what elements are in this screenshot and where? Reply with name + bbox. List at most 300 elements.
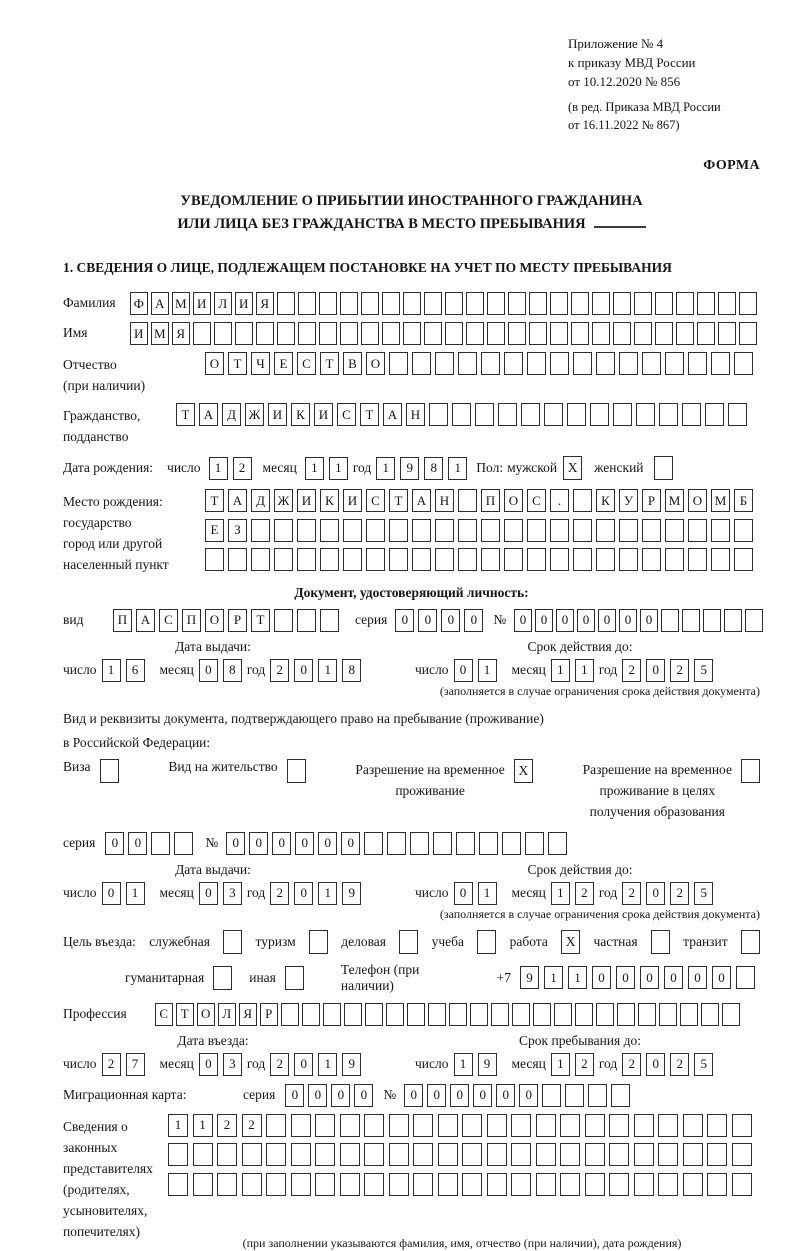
char-box[interactable]: 1 [126, 882, 145, 905]
char-box[interactable]: 0 [454, 882, 473, 905]
char-box[interactable] [413, 1173, 433, 1196]
char-box[interactable] [343, 548, 362, 571]
char-box[interactable]: 0 [199, 659, 218, 682]
char-box[interactable] [320, 548, 339, 571]
char-box[interactable]: 9 [342, 882, 361, 905]
char-box[interactable]: 1 [551, 882, 570, 905]
char-box[interactable]: П [113, 609, 132, 632]
char-box[interactable]: К [291, 403, 310, 426]
purpose-opt3-checkbox[interactable] [399, 930, 418, 954]
char-box[interactable] [634, 322, 652, 345]
char-box[interactable]: 0 [616, 966, 635, 989]
char-box[interactable] [571, 322, 589, 345]
char-box[interactable]: 2 [242, 1114, 262, 1137]
char-box[interactable]: 1 [376, 457, 395, 480]
char-box[interactable] [736, 966, 755, 989]
char-box[interactable]: 3 [223, 882, 242, 905]
char-box[interactable] [508, 292, 526, 315]
char-box[interactable] [466, 292, 484, 315]
char-box[interactable]: 0 [294, 882, 313, 905]
char-box[interactable] [274, 519, 293, 542]
char-box[interactable] [554, 1003, 572, 1026]
char-box[interactable]: Д [251, 489, 270, 512]
char-box[interactable]: Е [205, 519, 224, 542]
char-box[interactable]: . [550, 489, 569, 512]
char-box[interactable] [151, 832, 170, 855]
purpose-opt2-checkbox[interactable] [309, 930, 328, 954]
char-box[interactable] [389, 352, 408, 375]
purpose-opt1-checkbox[interactable] [223, 930, 242, 954]
char-box[interactable] [315, 1114, 335, 1137]
char-box[interactable] [435, 519, 454, 542]
char-box[interactable] [550, 548, 569, 571]
char-box[interactable]: 0 [294, 1053, 313, 1076]
char-box[interactable] [458, 352, 477, 375]
char-box[interactable] [487, 322, 505, 345]
char-box[interactable] [636, 403, 655, 426]
char-box[interactable]: 0 [712, 966, 731, 989]
char-box[interactable]: Т [176, 1003, 194, 1026]
char-box[interactable] [609, 1114, 629, 1137]
char-box[interactable]: П [481, 489, 500, 512]
char-box[interactable]: Я [256, 292, 274, 315]
char-box[interactable] [688, 548, 707, 571]
char-box[interactable] [502, 832, 521, 855]
char-box[interactable]: И [235, 292, 253, 315]
char-box[interactable]: 0 [308, 1084, 327, 1107]
char-box[interactable] [412, 352, 431, 375]
purpose-opt8-checkbox[interactable] [213, 966, 232, 990]
char-box[interactable] [550, 322, 568, 345]
char-box[interactable] [386, 1003, 404, 1026]
char-box[interactable]: Ф [130, 292, 148, 315]
char-box[interactable]: Т [389, 489, 408, 512]
char-box[interactable] [449, 1003, 467, 1026]
char-box[interactable] [739, 292, 757, 315]
char-box[interactable] [588, 1084, 607, 1107]
char-box[interactable] [642, 548, 661, 571]
char-box[interactable] [481, 352, 500, 375]
char-box[interactable]: Т [251, 609, 270, 632]
char-box[interactable] [242, 1173, 262, 1196]
char-box[interactable]: У [619, 489, 638, 512]
char-box[interactable]: М [665, 489, 684, 512]
char-box[interactable] [382, 322, 400, 345]
char-box[interactable] [542, 1084, 561, 1107]
char-box[interactable] [344, 1003, 362, 1026]
purpose-opt6-checkbox[interactable] [651, 930, 670, 954]
char-box[interactable]: 0 [577, 609, 595, 632]
char-box[interactable] [585, 1114, 605, 1137]
char-box[interactable] [571, 292, 589, 315]
char-box[interactable]: 9 [520, 966, 539, 989]
char-box[interactable] [364, 1114, 384, 1137]
char-box[interactable]: 2 [622, 659, 641, 682]
char-box[interactable] [592, 292, 610, 315]
char-box[interactable] [452, 403, 471, 426]
char-box[interactable] [697, 292, 715, 315]
char-box[interactable] [266, 1114, 286, 1137]
char-box[interactable] [481, 548, 500, 571]
char-box[interactable] [266, 1173, 286, 1196]
char-box[interactable] [340, 1114, 360, 1137]
char-box[interactable]: И [130, 322, 148, 345]
char-box[interactable] [676, 322, 694, 345]
char-box[interactable] [707, 1173, 727, 1196]
char-box[interactable] [361, 322, 379, 345]
char-box[interactable] [550, 292, 568, 315]
char-box[interactable]: 1 [102, 659, 121, 682]
char-box[interactable] [613, 403, 632, 426]
char-box[interactable]: Р [642, 489, 661, 512]
char-box[interactable] [382, 292, 400, 315]
char-box[interactable]: Р [260, 1003, 278, 1026]
char-box[interactable] [665, 352, 684, 375]
char-box[interactable]: 1 [568, 966, 587, 989]
char-box[interactable]: С [297, 352, 316, 375]
char-box[interactable]: С [155, 1003, 173, 1026]
char-box[interactable] [548, 832, 567, 855]
char-box[interactable]: 9 [478, 1053, 497, 1076]
visa-checkbox[interactable] [100, 759, 119, 783]
char-box[interactable] [658, 1114, 678, 1137]
char-box[interactable]: А [228, 489, 247, 512]
char-box[interactable] [462, 1114, 482, 1137]
char-box[interactable]: 1 [318, 882, 337, 905]
char-box[interactable] [659, 403, 678, 426]
char-box[interactable] [611, 1084, 630, 1107]
char-box[interactable] [680, 1003, 698, 1026]
char-box[interactable] [297, 609, 316, 632]
char-box[interactable] [529, 322, 547, 345]
char-box[interactable]: 0 [496, 1084, 515, 1107]
char-box[interactable]: 0 [199, 1053, 218, 1076]
rvpo-checkbox[interactable] [741, 759, 760, 783]
char-box[interactable] [320, 519, 339, 542]
char-box[interactable] [550, 519, 569, 542]
char-box[interactable] [739, 322, 757, 345]
char-box[interactable] [638, 1003, 656, 1026]
char-box[interactable] [366, 548, 385, 571]
char-box[interactable]: 0 [519, 1084, 538, 1107]
char-box[interactable]: 0 [598, 609, 616, 632]
char-box[interactable] [504, 352, 523, 375]
char-box[interactable] [168, 1173, 188, 1196]
char-box[interactable] [438, 1114, 458, 1137]
char-box[interactable]: 1 [329, 457, 348, 480]
char-box[interactable] [567, 403, 586, 426]
rvp-checkbox[interactable]: X [514, 759, 533, 783]
char-box[interactable] [193, 322, 211, 345]
char-box[interactable] [319, 292, 337, 315]
char-box[interactable] [298, 322, 316, 345]
char-box[interactable] [302, 1003, 320, 1026]
char-box[interactable]: 1 [448, 457, 467, 480]
char-box[interactable] [412, 548, 431, 571]
char-box[interactable]: 1 [318, 1053, 337, 1076]
char-box[interactable] [297, 519, 316, 542]
char-box[interactable]: 8 [424, 457, 443, 480]
char-box[interactable] [433, 832, 452, 855]
char-box[interactable]: И [268, 403, 287, 426]
char-box[interactable]: 0 [619, 609, 637, 632]
char-box[interactable]: А [383, 403, 402, 426]
char-box[interactable] [573, 489, 592, 512]
char-box[interactable] [590, 403, 609, 426]
char-box[interactable] [435, 548, 454, 571]
char-box[interactable] [701, 1003, 719, 1026]
char-box[interactable]: О [688, 489, 707, 512]
char-box[interactable] [619, 352, 638, 375]
sex-male-checkbox[interactable]: X [563, 456, 582, 480]
char-box[interactable]: Д [222, 403, 241, 426]
char-box[interactable] [340, 292, 358, 315]
char-box[interactable] [470, 1003, 488, 1026]
char-box[interactable] [319, 322, 337, 345]
char-box[interactable] [658, 1173, 678, 1196]
char-box[interactable] [659, 1003, 677, 1026]
char-box[interactable] [544, 403, 563, 426]
char-box[interactable] [536, 1173, 556, 1196]
char-box[interactable] [251, 519, 270, 542]
char-box[interactable] [707, 1114, 727, 1137]
char-box[interactable]: М [151, 322, 169, 345]
char-box[interactable]: 0 [102, 882, 121, 905]
char-box[interactable] [389, 519, 408, 542]
char-box[interactable]: 1 [551, 659, 570, 682]
sex-female-checkbox[interactable] [654, 456, 673, 480]
char-box[interactable]: 0 [128, 832, 147, 855]
char-box[interactable] [205, 548, 224, 571]
char-box[interactable]: П [182, 609, 201, 632]
char-box[interactable]: 1 [193, 1114, 213, 1137]
char-box[interactable] [458, 548, 477, 571]
char-box[interactable]: 1 [454, 1053, 473, 1076]
char-box[interactable] [340, 1173, 360, 1196]
char-box[interactable]: 0 [404, 1084, 423, 1107]
char-box[interactable] [256, 322, 274, 345]
char-box[interactable] [389, 1173, 409, 1196]
char-box[interactable]: 0 [272, 832, 291, 855]
char-box[interactable]: 1 [575, 659, 594, 682]
char-box[interactable] [435, 352, 454, 375]
char-box[interactable] [655, 292, 673, 315]
char-box[interactable]: О [205, 609, 224, 632]
char-box[interactable] [277, 322, 295, 345]
char-box[interactable]: 1 [478, 659, 497, 682]
char-box[interactable]: О [504, 489, 523, 512]
char-box[interactable]: 0 [418, 609, 437, 632]
char-box[interactable] [529, 292, 547, 315]
char-box[interactable]: 1 [478, 882, 497, 905]
char-box[interactable]: Н [435, 489, 454, 512]
char-box[interactable] [343, 519, 362, 542]
char-box[interactable] [498, 403, 517, 426]
char-box[interactable]: 0 [295, 832, 314, 855]
char-box[interactable] [297, 548, 316, 571]
char-box[interactable]: 0 [592, 966, 611, 989]
char-box[interactable] [634, 292, 652, 315]
char-box[interactable] [407, 1003, 425, 1026]
char-box[interactable] [217, 1173, 237, 1196]
char-box[interactable]: К [596, 489, 615, 512]
char-box[interactable]: Л [218, 1003, 236, 1026]
char-box[interactable] [592, 322, 610, 345]
char-box[interactable]: С [337, 403, 356, 426]
char-box[interactable] [585, 1173, 605, 1196]
char-box[interactable]: И [297, 489, 316, 512]
char-box[interactable]: 2 [622, 882, 641, 905]
char-box[interactable]: С [527, 489, 546, 512]
char-box[interactable] [676, 292, 694, 315]
char-box[interactable]: И [193, 292, 211, 315]
char-box[interactable] [527, 519, 546, 542]
char-box[interactable]: 9 [342, 1053, 361, 1076]
char-box[interactable] [521, 403, 540, 426]
char-box[interactable] [281, 1003, 299, 1026]
char-box[interactable]: 0 [450, 1084, 469, 1107]
char-box[interactable] [429, 403, 448, 426]
char-box[interactable]: Я [172, 322, 190, 345]
char-box[interactable] [703, 609, 721, 632]
char-box[interactable] [642, 352, 661, 375]
char-box[interactable] [683, 1173, 703, 1196]
char-box[interactable] [661, 609, 679, 632]
char-box[interactable]: О [366, 352, 385, 375]
char-box[interactable]: 0 [294, 659, 313, 682]
char-box[interactable] [445, 292, 463, 315]
char-box[interactable] [403, 292, 421, 315]
char-box[interactable]: Ж [274, 489, 293, 512]
char-box[interactable] [389, 1114, 409, 1137]
char-box[interactable] [596, 352, 615, 375]
char-box[interactable]: И [343, 489, 362, 512]
char-box[interactable] [274, 609, 293, 632]
char-box[interactable]: Л [214, 292, 232, 315]
char-box[interactable] [174, 832, 193, 855]
char-box[interactable] [320, 609, 339, 632]
char-box[interactable] [438, 1173, 458, 1196]
char-box[interactable] [387, 832, 406, 855]
char-box[interactable]: 0 [646, 1053, 665, 1076]
vnj-checkbox[interactable] [287, 759, 306, 783]
char-box[interactable] [487, 292, 505, 315]
char-box[interactable] [508, 322, 526, 345]
char-box[interactable] [413, 1114, 433, 1137]
char-box[interactable]: 0 [331, 1084, 350, 1107]
char-box[interactable] [315, 1173, 335, 1196]
char-box[interactable]: 0 [640, 609, 658, 632]
char-box[interactable] [291, 1114, 311, 1137]
char-box[interactable] [665, 519, 684, 542]
char-box[interactable] [458, 519, 477, 542]
char-box[interactable]: М [172, 292, 190, 315]
char-box[interactable] [214, 322, 232, 345]
char-box[interactable]: 5 [694, 659, 713, 682]
char-box[interactable] [403, 322, 421, 345]
char-box[interactable]: М [711, 489, 730, 512]
char-box[interactable]: 0 [199, 882, 218, 905]
char-box[interactable] [734, 352, 753, 375]
char-box[interactable] [596, 548, 615, 571]
char-box[interactable] [619, 519, 638, 542]
char-box[interactable] [235, 322, 253, 345]
char-box[interactable] [682, 609, 700, 632]
char-box[interactable]: 3 [223, 1053, 242, 1076]
char-box[interactable] [613, 322, 631, 345]
char-box[interactable] [491, 1003, 509, 1026]
char-box[interactable] [665, 548, 684, 571]
char-box[interactable] [274, 548, 293, 571]
char-box[interactable]: 0 [664, 966, 683, 989]
char-box[interactable] [682, 403, 701, 426]
char-box[interactable] [527, 352, 546, 375]
char-box[interactable] [711, 548, 730, 571]
char-box[interactable] [527, 548, 546, 571]
char-box[interactable] [512, 1003, 530, 1026]
char-box[interactable] [525, 832, 544, 855]
char-box[interactable]: 2 [670, 1053, 689, 1076]
char-box[interactable] [504, 519, 523, 542]
purpose-opt7-checkbox[interactable] [741, 930, 760, 954]
char-box[interactable] [410, 832, 429, 855]
purpose-opt5-checkbox[interactable]: X [561, 930, 580, 954]
char-box[interactable] [688, 519, 707, 542]
char-box[interactable]: 7 [126, 1053, 145, 1076]
char-box[interactable]: 1 [544, 966, 563, 989]
char-box[interactable] [412, 519, 431, 542]
char-box[interactable] [734, 519, 753, 542]
char-box[interactable]: 0 [441, 609, 460, 632]
char-box[interactable] [745, 609, 763, 632]
char-box[interactable] [573, 548, 592, 571]
char-box[interactable]: 2 [270, 659, 289, 682]
char-box[interactable] [560, 1173, 580, 1196]
char-box[interactable] [424, 292, 442, 315]
char-box[interactable]: Т [360, 403, 379, 426]
char-box[interactable]: А [199, 403, 218, 426]
char-box[interactable] [560, 1114, 580, 1137]
char-box[interactable] [655, 322, 673, 345]
char-box[interactable] [613, 292, 631, 315]
char-box[interactable] [609, 1173, 629, 1196]
char-box[interactable] [291, 1173, 311, 1196]
char-box[interactable] [573, 519, 592, 542]
char-box[interactable] [366, 519, 385, 542]
char-box[interactable] [389, 548, 408, 571]
char-box[interactable]: 0 [646, 659, 665, 682]
char-box[interactable] [251, 548, 270, 571]
char-box[interactable]: 8 [342, 659, 361, 682]
char-box[interactable]: 2 [670, 659, 689, 682]
char-box[interactable]: З [228, 519, 247, 542]
char-box[interactable]: 1 [209, 457, 228, 480]
char-box[interactable] [458, 489, 477, 512]
char-box[interactable]: 0 [473, 1084, 492, 1107]
char-box[interactable]: 2 [270, 882, 289, 905]
char-box[interactable] [536, 1114, 556, 1137]
char-box[interactable] [365, 1003, 383, 1026]
char-box[interactable] [481, 519, 500, 542]
char-box[interactable] [718, 292, 736, 315]
char-box[interactable]: Ч [251, 352, 270, 375]
char-box[interactable]: 5 [694, 1053, 713, 1076]
char-box[interactable] [575, 1003, 593, 1026]
char-box[interactable]: 9 [400, 457, 419, 480]
char-box[interactable]: 0 [688, 966, 707, 989]
char-box[interactable]: 0 [354, 1084, 373, 1107]
char-box[interactable]: 0 [646, 882, 665, 905]
